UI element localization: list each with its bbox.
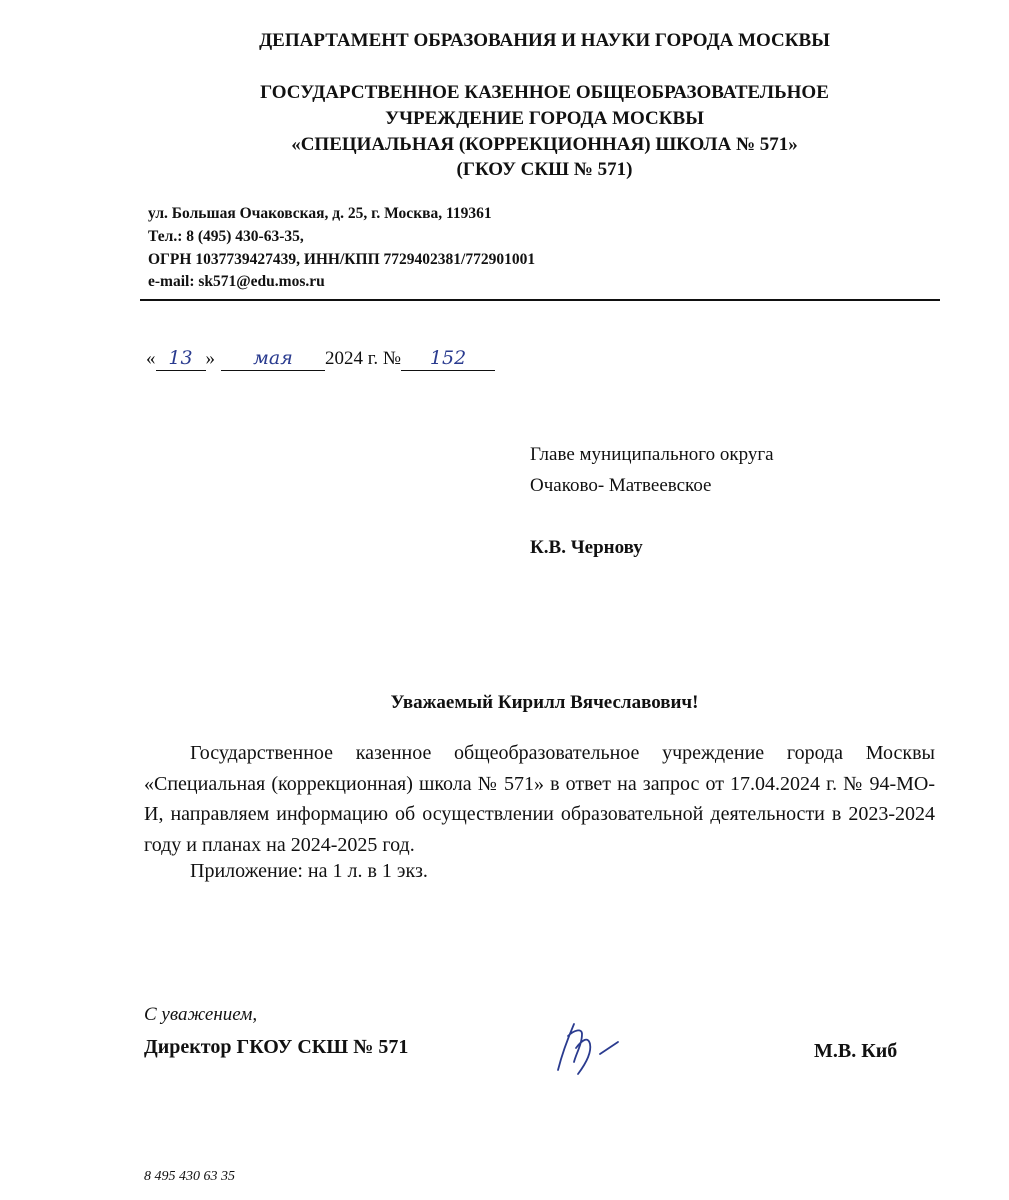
handwritten-signature [548, 1018, 638, 1078]
date-open-quote: « [146, 348, 156, 369]
addressee-line-2: Очаково- Матвеевское [530, 475, 712, 496]
addressee-name: К.В. Чернову [530, 537, 643, 558]
org-name-line-3: «СПЕЦИАЛЬНАЯ (КОРРЕКЦИОННАЯ) ШКОЛА № 571» [291, 134, 798, 155]
address-email: e-mail: sk571@edu.mos.ru [148, 273, 325, 290]
header-divider [140, 299, 940, 301]
letter-attachment: Приложение: на 1 л. в 1 экз. [190, 860, 428, 882]
date-day-handwritten: 13 [156, 346, 206, 371]
address-street: ул. Большая Очаковская, д. 25, г. Москва, 119361 [148, 205, 492, 222]
address-phone: Тел.: 8 (495) 430-63-35, [148, 228, 304, 245]
closing-regards: С уважением, [144, 1004, 258, 1025]
footer-phone: 8 495 430 63 35 [144, 1169, 235, 1184]
org-name-line-2: УЧРЕЖДЕНИЕ ГОРОДА МОСКВЫ [385, 108, 704, 129]
department-title: ДЕПАРТАМЕНТ ОБРАЗОВАНИЯ И НАУКИ ГОРОДА МОСКВЫ [259, 30, 830, 51]
signer-position: Директор ГКОУ СКШ № 571 [144, 1036, 409, 1058]
date-year-label: 2024 г. № [325, 348, 402, 369]
letter-greeting: Уважаемый Кирилл Вячеславович! [390, 692, 699, 713]
org-name-line-1: ГОСУДАРСТВЕННОЕ КАЗЕННОЕ ОБЩЕОБРАЗОВАТЕЛЬНОЕ [260, 82, 829, 103]
signer-name: М.В. Киб [814, 1040, 898, 1062]
letter-dateline [146, 346, 495, 371]
addressee-line-1: Главе муниципального округа [530, 444, 774, 465]
date-month-handwritten: мая [221, 346, 325, 371]
address-registry: ОГРН 1037739427439, ИНН/КПП 7729402381/772901001 [148, 251, 536, 268]
date-close-quote: » [205, 348, 215, 369]
letter-number-handwritten: 152 [401, 346, 495, 371]
org-abbreviation: (ГКОУ СКШ № 571) [456, 159, 633, 180]
letter-body: Государственное казенное общеобразовательное учреждение города Москвы «Специальная (коррекционная) школа № 571» в ответ на запрос от 17.04.2024 г. № 94-МО-И, направляем информацию об осуществлении образовательной деятельности в 2023-2024 году и планах на 2024-2025 год. [144, 742, 935, 856]
